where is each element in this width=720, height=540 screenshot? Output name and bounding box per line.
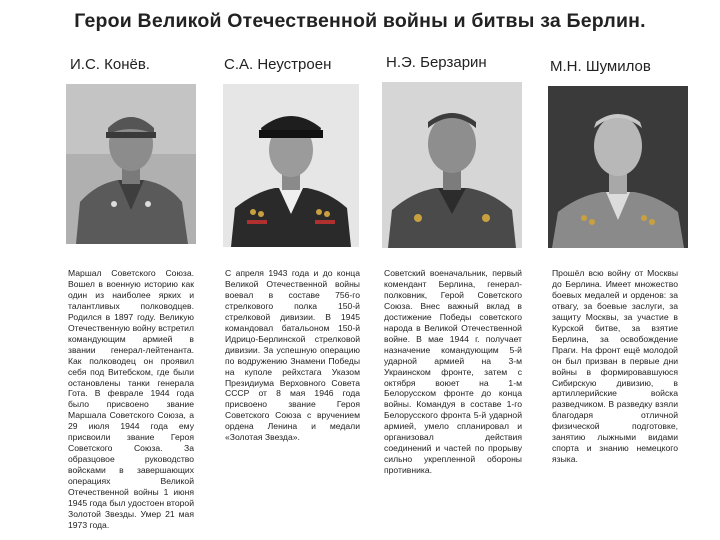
portrait-photo-berzarin [382, 82, 522, 248]
hero-bio-konev: Маршал Советского Союза. Вошел в военную историю как один из наиболее ярких и талантливых полководцев. Родился в 1897 году. Великую Отечественную войну встретил командующим армией в звании генерал-лейтенанта. Как полководец он проявил себя под Витебском, где были остановлены танки генерала Гота. В феврале 1944 года было присвоено звание Маршала Советского Союза, а 29 июля 1944 года ему присвоили звание Героя Советского Союза. За образцовое руководство войсками в завершающих операциях Великой Отечественной войны 1 июня 1945 года был удостоен второй Золотой Звезды. Умер 21 мая 1973 года. [68, 268, 194, 530]
page-title: Герои Великой Отечественной войны и битвы за Берлин. [74, 10, 646, 32]
hero-bio-shumilov: Прошёл всю войну от Москвы до Берлина. Имеет множество боевых медалей и орденов: за отвагу, за боевые заслуги, за защиту Москвы, за участие в Курской битве, за взятие Берлина, за освобождение Праги. На фронт ещё молодой он был призван в первые дни войны в формировавшуюся Сибирскую дивизию, в артиллерийские войска разведчиком. В разведку взяли благодаря отличной физической подготовке, занятию лыжными видами спорта и знанию немецкого языка. [552, 268, 678, 465]
hero-bio-neustroev: С апреля 1943 года и до конца Великой Отечественной войны воевал в составе 756-го стрелкового полка 150-й стрелковой дивизии. В 1945 командовал батальоном 150-й Идрицо-Берлинской стрелковой дивизии. За успешную операцию по водружению Знамени Победы на куполе рейхстага Указом Президиума Верховного Совета СССР от 8 мая 1946 года присвоено звание Героя Советского Союза с вручением ордена Ленина и медали «Золотая Звезда». [225, 268, 360, 443]
hero-bio-berzarin: Советский военачальник, первый комендант Берлина, генерал-полковник, Герой Советского Союза. Внес важный вклад в достижение Победы советского народа в Великой Отечественной войне. В мае 1944 г. получает назначение командующим 5-й ударной армией на 3-м Украинском фронте, затем с октября воюет на 1-м Белорусском фронте до конца войны. Командуя в составе 1-го Белорусского фронта 5-й ударной армией, умело спланировал и организовал действия соединений и частей по прорыву сильно укрепленной обороны противника. [384, 268, 522, 476]
hero-name-neustroev: С.А. Неустроен [224, 56, 332, 73]
portrait-photo-konev [66, 84, 196, 244]
portrait-photo-neustroev [223, 84, 359, 247]
hero-name-konev: И.С. Конёв. [70, 56, 150, 73]
hero-name-berzarin: Н.Э. Берзарин [386, 54, 487, 71]
hero-name-shumilov: М.Н. Шумилов [550, 58, 651, 75]
portrait-photo-shumilov [548, 86, 688, 248]
